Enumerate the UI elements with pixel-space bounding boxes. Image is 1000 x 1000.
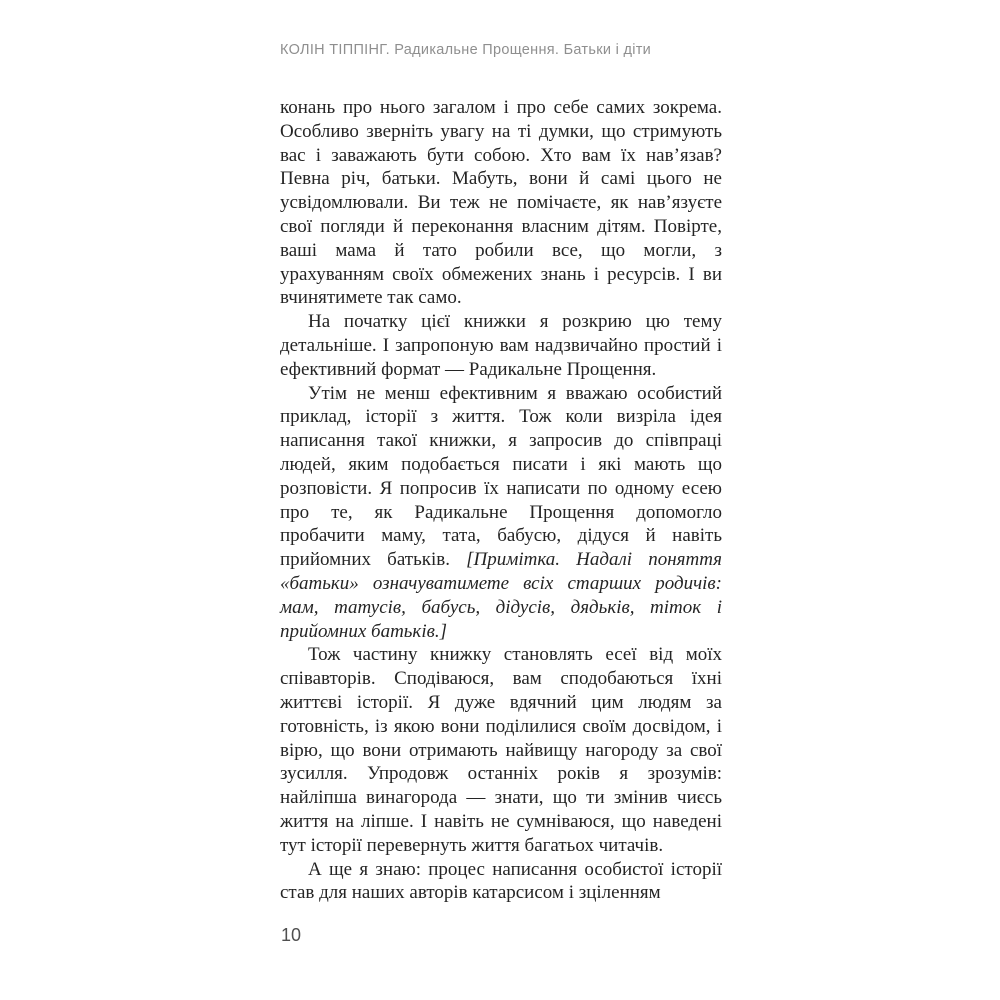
body-text-column (280, 96, 722, 905)
body-paragraph-3 (280, 382, 722, 644)
body-paragraph-1: конань про нього загалом і про себе самих зокрема. Особливо зверніть увагу на ті думки, що стримують вас і заважають бути собою. Хто вам їх нав’язав? Певна річ, батьки. Мабуть, вони й самі цього не усвідомлювали. Ви теж не помічаєте, як нав’язуєте свої погляди й переконання власним дітям. Повірте, ваші мама й тато робили все, що могли, з урахуванням своїх обмежених знань і ресурсів. І ви вчинятимете так само. (280, 97, 722, 309)
running-header: КОЛІН ТІППІНГ. Радикальне Прощення. Батьки і діти (280, 42, 652, 58)
body-paragraph-3-editorial-note: [Примітка. Надалі поняття «батьки» означуватимете всіх старших родичів: мам, татусів, бабусь, дідусів, дядьків, тіток і прийомних батьків.] (280, 549, 722, 642)
body-paragraph-2: На початку цієї книжки я розкрию цю тему детальніше. І запропоную вам надзвичайно простий і ефективний формат — Радикальне Прощення. (280, 311, 722, 380)
body-paragraph-3-main: Утім не менш ефективним я вважаю особистий приклад, історії з життя. Тож коли визріла ідея написання такої книжки, я запросив до співпраці людей, яким подобається писати і які мають що розповісти. Я попросив їх написати по одному есею про те, як Радикальне Прощення допомогло пробачити маму, тата, бабусю, дідуся й навіть прийомних батьків. (280, 382, 722, 571)
page-number: 10 (281, 925, 302, 945)
body-paragraph-4: Тож частину книжку становлять есеї від моїх співавторів. Сподіваюся, вам сподобаються їхні життєві історії. Я дуже вдячний цим людям за готовність, із якою вони поділилися своїм досвідом, і вірю, що вони отримають найвищу нагороду за свої зусилля. Упродовж останніх років я зрозумів: найліпша винагорода — знати, що ти змінив чиєсь життя на ліпше. І навіть не сумніваюся, що наведені тут історії перевернуть життя багатьох читачів. (280, 644, 722, 856)
body-paragraph-5: А ще я знаю: процес написання особистої історії став для наших авторів катарсисом і зціленням (280, 858, 722, 904)
